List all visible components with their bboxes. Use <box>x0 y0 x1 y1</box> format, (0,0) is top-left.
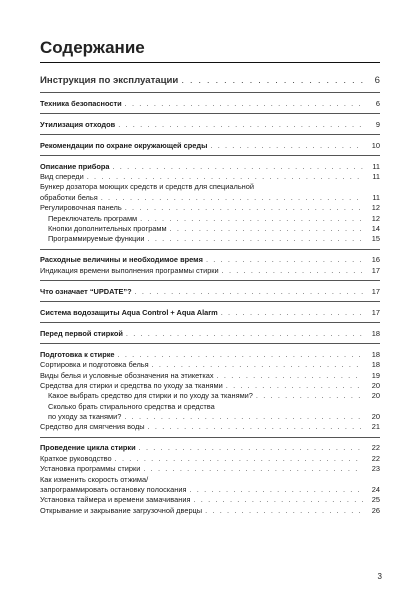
toc-entry-title: Установка таймера и времени замачивания <box>40 495 191 505</box>
leader-dots <box>190 485 364 495</box>
toc-entry <box>40 203 380 213</box>
toc-entry-page: 21 <box>371 422 380 432</box>
toc-entry-title: по уходу за тканями? <box>48 412 122 422</box>
toc-entry <box>40 475 380 485</box>
toc-entry <box>40 381 380 391</box>
leader-dots <box>222 266 363 276</box>
toc-entry-title: Программируемые функции <box>48 234 145 244</box>
toc-entry-page: 16 <box>371 255 380 265</box>
toc-entry <box>40 402 380 412</box>
toc-entry <box>40 371 380 381</box>
toc-entry <box>40 113 380 130</box>
toc-entry-page: 12 <box>371 213 380 223</box>
toc-entry <box>40 360 380 370</box>
page-title: Содержание <box>40 38 145 57</box>
toc-entry <box>40 454 380 464</box>
leader-dots <box>210 141 363 151</box>
leader-dots <box>125 203 363 213</box>
leader-dots <box>206 255 363 265</box>
toc-entry-title: Перед первой стиркой <box>40 328 123 338</box>
toc-entry-title: запрограммировать остановку полоскания <box>40 485 187 495</box>
toc-entry-page: 19 <box>371 370 380 380</box>
toc-entry-title: Как изменить скорость отжима/ <box>40 474 149 484</box>
leader-dots <box>135 287 363 297</box>
leader-dots <box>126 329 363 339</box>
leader-dots <box>140 214 363 224</box>
toc-entry-title: Техника безопасности <box>40 98 122 108</box>
toc-entry-title: Какое выбрать средство для стирки и по уходу за тканями? <box>48 391 253 401</box>
toc-entry-page: 23 <box>371 464 380 474</box>
toc-entry <box>40 322 380 339</box>
toc-entry <box>40 412 380 422</box>
toc-entry-title: обработки белья <box>40 192 98 202</box>
toc-entry-title: Инструкция по эксплуатации <box>40 75 179 86</box>
toc-entry-page: 22 <box>371 453 380 463</box>
toc-entry <box>40 280 380 297</box>
leader-dots <box>124 412 363 422</box>
toc-entry-page: 26 <box>371 505 380 515</box>
toc-entry-title: Средства для стирки и средства по уходу за тканями <box>40 380 223 390</box>
toc-entry <box>40 266 380 276</box>
toc-entry-page: 14 <box>371 223 380 233</box>
leader-dots <box>256 391 363 401</box>
toc-entry <box>40 224 380 234</box>
toc-entry-page: 11 <box>372 171 380 181</box>
toc-entry-page: 17 <box>371 286 380 296</box>
toc-entry-page: 15 <box>371 234 380 244</box>
leader-dots <box>221 308 363 318</box>
toc-entry-page: 20 <box>371 412 380 422</box>
toc-entry <box>40 92 380 109</box>
toc-entry-title: Установка программы стирки <box>40 464 141 474</box>
toc-entry-title: Проведение цикла стирки <box>40 443 136 453</box>
toc-entry-title: Рекомендации по охране окружающей среды <box>40 140 208 150</box>
leader-dots <box>118 120 363 130</box>
toc-entry <box>40 172 380 182</box>
toc-entry-page: 22 <box>371 443 380 453</box>
toc-entry <box>40 234 380 244</box>
toc-entry <box>40 182 380 192</box>
toc-entry <box>40 391 380 401</box>
toc-entry <box>40 437 380 454</box>
toc-entry <box>40 155 380 172</box>
leader-dots <box>115 454 363 464</box>
leader-dots <box>205 506 363 516</box>
leader-dots <box>181 74 363 88</box>
table-of-contents <box>40 74 380 516</box>
toc-entry-title: Виды белья и условные обозначения на этикетках <box>40 370 214 380</box>
toc-entry-page: 25 <box>371 495 380 505</box>
title-rule <box>40 62 380 63</box>
toc-entry <box>40 506 380 516</box>
toc-entry-page: 17 <box>371 307 380 317</box>
toc-entry-title: Описание прибора <box>40 161 110 171</box>
toc-entry-title: Подготовка к стирке <box>40 349 115 359</box>
toc-entry-page: 12 <box>371 203 380 213</box>
leader-dots <box>170 224 363 234</box>
toc-entry-page: 18 <box>371 328 380 338</box>
leader-dots <box>148 422 363 432</box>
toc-entry <box>40 464 380 474</box>
leader-dots <box>193 495 363 505</box>
leader-dots <box>226 381 363 391</box>
toc-entry-title: Индикация времени выполнения программы стирки <box>40 265 219 275</box>
leader-dots <box>87 172 363 182</box>
toc-entry-page: 9 <box>375 119 380 129</box>
leader-dots <box>152 360 363 370</box>
toc-entry-title: Сколько брать стирального средства и средства <box>48 401 215 411</box>
toc-entry-title: Кнопки дополнительных программ <box>48 223 167 233</box>
toc-entry-title: Что означает “UPDATE”? <box>40 286 132 296</box>
toc-entry-title: Вид спереди <box>40 171 84 181</box>
toc-entry <box>40 134 380 151</box>
toc-entry-title: Бункер дозатора моющих средств и средств для специальной <box>40 182 254 192</box>
leader-dots <box>148 234 363 244</box>
page-number: 3 <box>377 572 382 581</box>
toc-entry-title: Система водозащиты Aqua Control + Aqua Alarm <box>40 307 218 317</box>
toc-entry-page: 20 <box>371 391 380 401</box>
toc-entry-page: 10 <box>371 140 380 150</box>
leader-dots <box>125 99 363 109</box>
toc-entry-title: Регулировочная панель <box>40 203 122 213</box>
toc-entry-page: 20 <box>371 380 380 390</box>
leader-dots <box>139 443 363 453</box>
toc-entry <box>40 249 380 266</box>
toc-entry-page: 11 <box>372 192 380 202</box>
toc-entry-title: Краткое руководство <box>40 453 112 463</box>
toc-entry <box>40 495 380 505</box>
toc-entry-title: Сортировка и подготовка белья <box>40 360 149 370</box>
toc-entry <box>40 422 380 432</box>
leader-dots <box>112 162 363 172</box>
leader-dots <box>143 464 363 474</box>
leader-dots <box>217 371 363 381</box>
toc-entry-title: Расходные величины и необходимое время <box>40 255 203 265</box>
toc-entry-page: 11 <box>372 161 380 171</box>
toc-entry-title: Открывание и закрывание загрузочной дверцы <box>40 505 203 515</box>
toc-entry-title: Переключатель программ <box>48 213 138 223</box>
toc-entry <box>40 343 380 360</box>
toc-entry <box>40 301 380 318</box>
toc-entry-title: Средство для смягчения воды <box>40 422 145 432</box>
toc-entry-page: 18 <box>371 349 380 359</box>
toc-entry-page: 17 <box>371 265 380 275</box>
leader-dots <box>101 193 363 203</box>
toc-entry-title: Утилизация отходов <box>40 119 116 129</box>
toc-entry <box>40 214 380 224</box>
toc-entry-page: 6 <box>374 75 380 86</box>
toc-entry-page: 18 <box>371 360 380 370</box>
toc-entry-page: 6 <box>375 98 380 108</box>
toc-entry <box>40 74 380 88</box>
toc-entry <box>40 485 380 495</box>
toc-entry-page: 24 <box>371 485 380 495</box>
toc-entry <box>40 193 380 203</box>
leader-dots <box>118 350 363 360</box>
